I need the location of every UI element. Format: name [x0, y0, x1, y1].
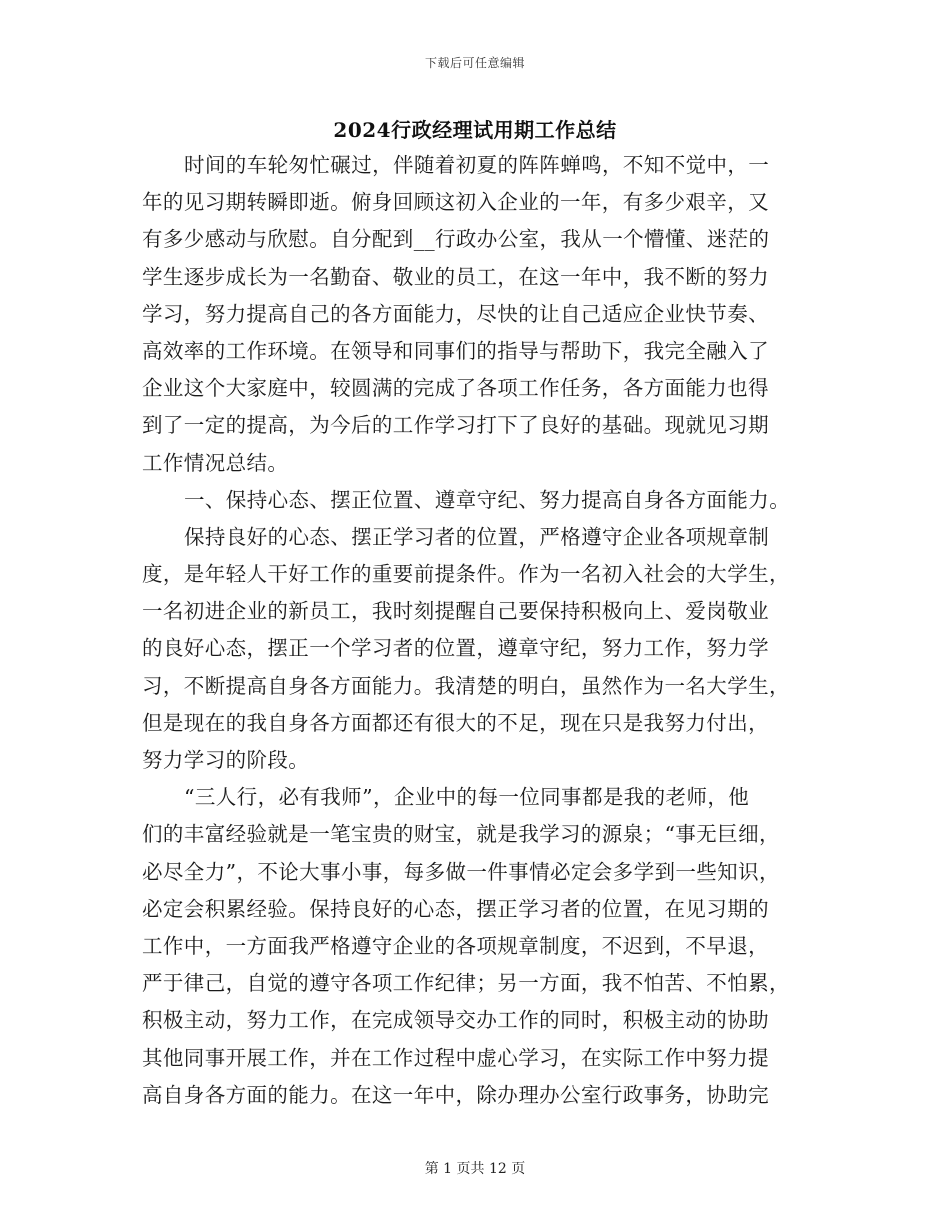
paragraph-line: 努力学习的阶段。 [142, 748, 310, 772]
paragraph-line: 积极主动，努力工作，在完成领导交办工作的同时，积极主动的协助 [142, 1008, 769, 1033]
header-note: 下载后可任意编辑 [424, 56, 525, 70]
paragraph-line: 学习，努力提高自己的各方面能力，尽快的让自己适应企业快节奏、 [142, 301, 769, 326]
paragraph-line: 们的丰富经验就是一笔宝贵的财宝，就是我学习的源泉；“事无巨细， [142, 822, 780, 847]
paragraph-line: 学生逐步成长为一名勤奋、敬业的员工，在这一年中，我不断的努力 [142, 264, 769, 289]
paragraph-line: 高效率的工作环境。在领导和同事们的指导与帮助下，我完全融入了 [142, 338, 769, 363]
paragraph-line: 严于律己，自觉的遵守各项工作纪律；另一方面，我不怕苦、不怕累， [142, 971, 790, 996]
paragraph-line: 企业这个大家庭中，较圆满的完成了各项工作任务，各方面能力也得 [142, 376, 769, 401]
paragraph-line: 到了一定的提高，为今后的工作学习打下了良好的基础。现就见习期 [142, 413, 769, 438]
document-title: 2024行政经理试用期工作总结 [333, 118, 617, 142]
paragraph-line: 度，是年轻人干好工作的重要前提条件。作为一名初入社会的大学生， [142, 562, 790, 587]
paragraph-line: 有多少感动与欣慰。自分配到__行政办公室，我从一个懵懂、迷茫的 [142, 227, 770, 252]
paragraph-line: 必定会积累经验。保持良好的心态，摆正学习者的位置，在见习期的 [142, 896, 769, 921]
paragraph-line: 工作情况总结。 [142, 450, 289, 475]
page-number-footer: 第 1 页共 12 页 [424, 1161, 526, 1177]
paragraph-line: 时间的车轮匆忙碾过，伴随着初夏的阵阵蝉鸣，不知不觉中，一 [184, 153, 770, 177]
paragraph-line: 高自身各方面的能力。在这一年中，除办理办公室行政事务，协助完 [142, 1082, 769, 1107]
paragraph-line: 一名初进企业的新员工，我时刻提醒自己要保持积极向上、爱岗敬业 [142, 599, 769, 624]
paragraph-line: “三人行，必有我师”，企业中的每一位同事都是我的老师，他 [184, 785, 750, 810]
paragraph-line: 习，不断提高自身各方面能力。我清楚的明白，虽然作为一名大学生， [142, 673, 790, 698]
section-heading: 一、保持心态、摆正位置、遵章守纪、努力提高自身各方面能力。 [184, 487, 791, 512]
paragraph-line: 的良好心态，摆正一个学习者的位置，遵章守纪，努力工作，努力学 [142, 636, 769, 661]
paragraph-line: 工作中，一方面我严格遵守企业的各项规章制度，不迟到，不早退， [142, 933, 769, 958]
paragraph-line: 其他同事开展工作，并在工作过程中虚心学习，在实际工作中努力提 [142, 1045, 769, 1070]
document-body [142, 147, 810, 1114]
paragraph-line: 年的见习期转瞬即逝。俯身回顾这初入企业的一年，有多少艰辛，又 [142, 190, 769, 215]
paragraph-line: 必尽全力”，不论大事小事，每多做一件事情必定会多学到一些知识， [142, 859, 780, 884]
paragraph-line: 保持良好的心态、摆正学习者的位置，严格遵守企业各项规章制 [184, 524, 770, 549]
paragraph-line: 但是现在的我自身各方面都还有很大的不足，现在只是我努力付出， [142, 710, 769, 735]
